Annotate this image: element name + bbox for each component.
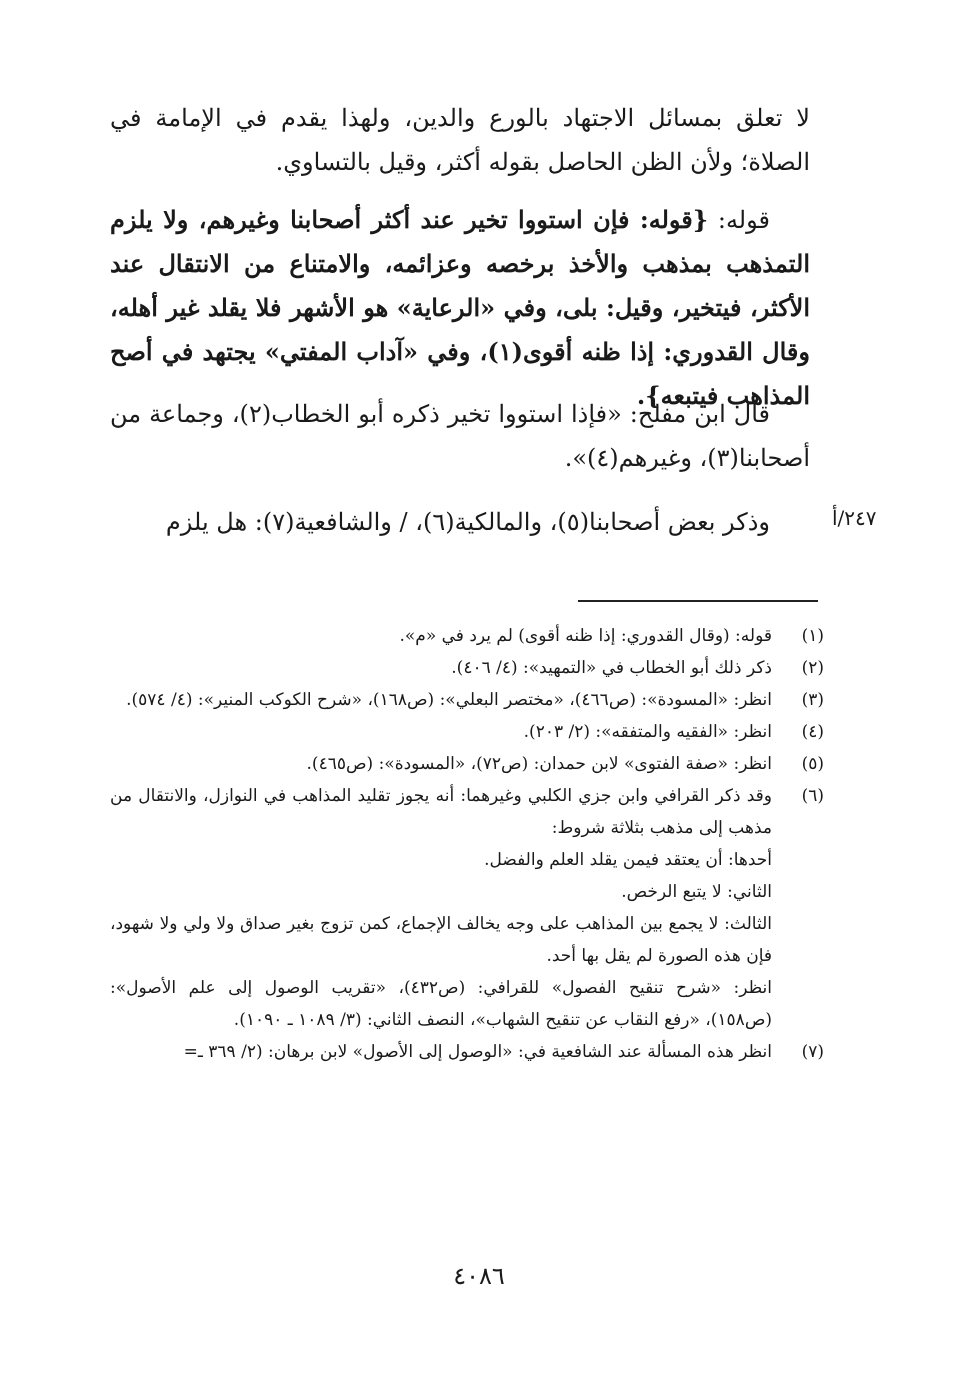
footnote-text: انظر: «الفقيه والمتفقه»: (٢/ ٢٠٣). xyxy=(523,722,772,742)
main-paragraph-2 xyxy=(110,198,810,418)
footnote-separator xyxy=(578,600,818,602)
footnote-text: انظر: «المسودة»: (ص٤٦٦)، «مختصر البعلي»: (ص١٦٨)، «شرح الكوكب المنير»: (٤/ ٥٧٤). xyxy=(126,690,772,710)
main-paragraph-4 xyxy=(110,500,810,544)
footnote-6-condition-1: أحدها: أن يعتقد فيمن يقلد العلم والفضل. xyxy=(484,850,772,870)
footnote-2 xyxy=(110,652,824,684)
footnote-1 xyxy=(110,620,824,652)
footnote-6-condition-2: الثاني: لا يتبع الرخص. xyxy=(621,882,772,902)
footnote-number: (٢) xyxy=(801,658,824,678)
page-number: ٤٠٨٦ xyxy=(453,1262,505,1290)
footnote-number: (٥) xyxy=(801,754,824,774)
main-paragraph-3 xyxy=(110,392,810,480)
footnote-number: (١) xyxy=(801,626,824,646)
footnote-number: (٤) xyxy=(801,722,824,742)
footnote-text: قوله: (وقال القدوري: إذا ظنه أقوى) لم يرد في «م». xyxy=(399,626,772,646)
footnote-number: (٣) xyxy=(801,690,824,710)
main-paragraph-1 xyxy=(110,96,810,184)
footnotes xyxy=(110,620,824,1068)
footnote-6-references: انظر: «شرح تنقيح الفصول» للقرافي: (ص٤٣٢)، «تقريب الوصول إلى علم الأصول»: (ص١٥٨)، «رفع النقاب عن تنقيح الشهاب»، النصف الثاني: (٣/ ١٠٨٩ ـ ١٠٩٠). xyxy=(110,978,773,1030)
footnote-text: انظر هذه المسألة عند الشافعية في: «الوصول إلى الأصول» لابن برهان: (٢/ ٣٦٩ ـ= xyxy=(183,1042,772,1062)
footnote-text: وقد ذكر القرافي وابن جزي الكلبي وغيرهما: أنه يجوز تقليد المذاهب في النوازل، والانتقال من مذهب إلى مذهب بثلاثة شروط: xyxy=(110,786,772,838)
footnote-7 xyxy=(110,1036,824,1068)
margin-folio-reference: ٢٤٧/أ xyxy=(832,506,877,530)
footnote-4 xyxy=(110,716,824,748)
paragraph-text: لا تعلق بمسائل الاجتهاد بالورع والدين، ولهذا يقدم في الإمامة في الصلاة؛ ولأن الظن الحاصل بقوله أكثر، وقيل بالتساوي. xyxy=(110,104,810,176)
paragraph-lead: قوله: xyxy=(708,206,770,234)
paragraph-text: وذكر بعض أصحابنا(٥)، والمالكية(٦)، / والشافعية(٧): هل يلزم xyxy=(165,508,770,536)
footnote-5 xyxy=(110,748,824,780)
quoted-matn-bold: {قوله: فإن استووا تخير عند أكثر أصحابنا وغيرهم، ولا يلزم التمذهب بمذهب والأخذ برخصه وعزائمه، والامتناع من الانتقال عند الأكثر، فيتخير، وقيل: بلى، وفي «الرعاية» هو الأشهر فلا يقلد غير أهله، وقال القدوري: إذا ظنه أقوى(١)، وفي «آداب المفتي» يجتهد في أصح المذاهب فيتبعه}. xyxy=(110,205,810,410)
footnote-text: انظر: «صفة الفتوى» لابن حمدان: (ص٧٢)، «المسودة»: (ص٤٦٥). xyxy=(306,754,772,774)
footnote-text: ذكر ذلك أبو الخطاب في «التمهيد»: (٤/ ٤٠٦). xyxy=(451,658,772,678)
paragraph-text xyxy=(110,198,810,418)
footnote-number: (٧) xyxy=(801,1042,824,1062)
footnote-6 xyxy=(110,780,824,844)
footnote-3 xyxy=(110,684,824,716)
footnote-number: (٦) xyxy=(801,786,824,806)
footnote-6-condition-3: الثالث: لا يجمع بين المذاهب على وجه يخالف الإجماع، كمن تزوج بغير صداق ولا ولي ولا شهود، فإن هذه الصورة لم يقل بها أحد. xyxy=(110,914,772,966)
paragraph-text: قال ابن مفلح: «فإذا استووا تخير ذكره أبو الخطاب(٢)، وجماعة من أصحابنا(٣)، وغيرهم(٤)». xyxy=(110,400,810,472)
